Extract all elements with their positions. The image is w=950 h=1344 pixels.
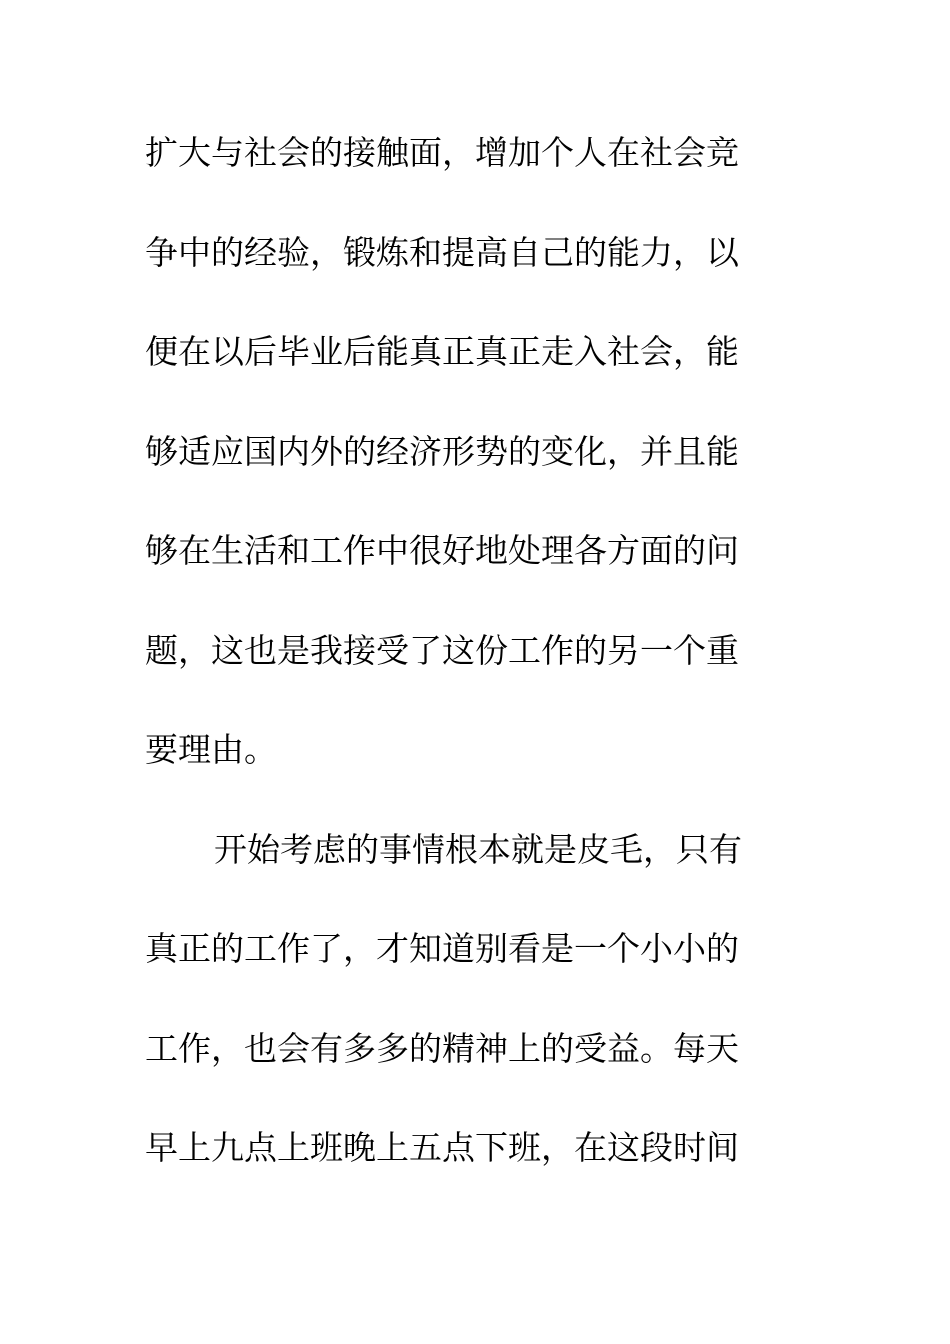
text-line: 工作，也会有多多的精神上的受益。每天 [145, 1029, 739, 1068]
text-line-indented: 开始考虑的事情根本就是皮毛，只有 [214, 830, 742, 869]
text-line: 早上九点上班晚上五点下班，在这段时间 [145, 1128, 739, 1167]
text-line: 扩大与社会的接触面，增加个人在社会竞 [145, 133, 739, 172]
text-line: 题，这也是我接受了这份工作的另一个重 [145, 631, 739, 670]
text-line: 真正的工作了，才知道别看是一个小小的 [145, 929, 739, 968]
text-line: 便在以后毕业后能真正真正走入社会，能 [145, 332, 739, 371]
text-line: 要理由。 [145, 730, 277, 769]
text-line: 够在生活和工作中很好地处理各方面的问 [145, 531, 739, 570]
text-line: 争中的经验，锻炼和提高自己的能力，以 [145, 233, 739, 272]
text-line: 够适应国内外的经济形势的变化，并且能 [145, 432, 739, 471]
